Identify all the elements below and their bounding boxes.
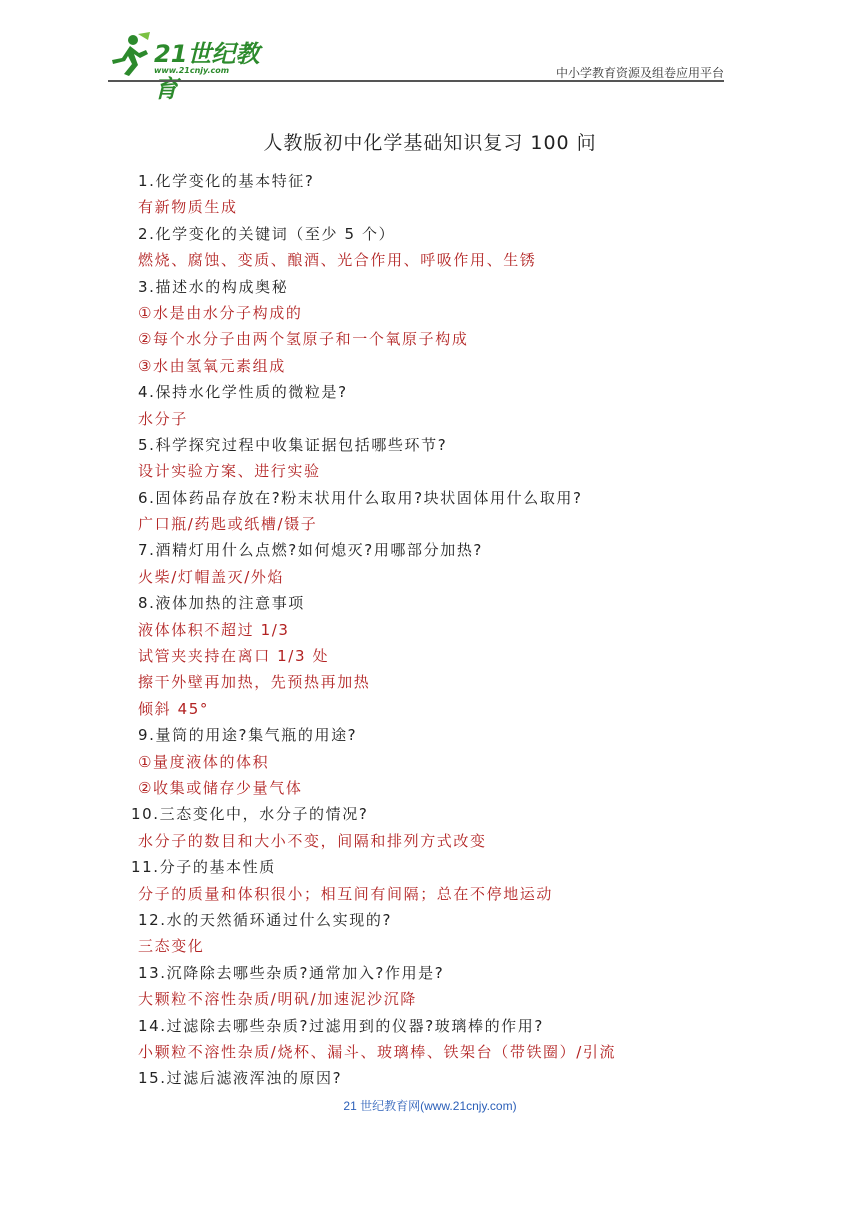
- header-divider: [108, 80, 724, 82]
- question-line: 7.酒精灯用什么点燃?如何熄灭?用哪部分加热?: [138, 541, 483, 560]
- question-line: 8.液体加热的注意事项: [138, 594, 305, 613]
- question-line: 11.分子的基本性质: [131, 858, 276, 877]
- question-line: 15.过滤后滤液浑浊的原因?: [138, 1069, 343, 1088]
- question-line: 1.化学变化的基本特征?: [138, 172, 315, 190]
- answer-line: 分子的质量和体积很小；相互间有间隔；总在不停地运动: [138, 884, 554, 903]
- answer-line: ①量度液体的体积: [138, 752, 270, 771]
- answer-line: 倾斜 45°: [138, 699, 209, 718]
- answer-line: 水分子的数目和大小不变，间隔和排列方式改变: [138, 831, 487, 850]
- answer-line: 广口瓶/药匙或纸槽/镊子: [138, 515, 318, 534]
- answer-line: ②收集或储存少量气体: [138, 778, 303, 797]
- answer-line: ③水由氢氧元素组成: [138, 356, 286, 375]
- answer-line: 火柴/灯帽盖灭/外焰: [138, 567, 285, 586]
- logo-text: 21世纪教育: [154, 40, 260, 103]
- answer-line: ①水是由水分子构成的: [138, 303, 303, 322]
- question-line: 5.科学探究过程中收集证据包括哪些环节?: [138, 435, 448, 454]
- answer-line: 液体体积不超过 1/3: [138, 620, 290, 639]
- answer-line: 擦干外壁再加热，先预热再加热: [138, 673, 371, 692]
- question-line: 9.量筒的用途?集气瓶的用途?: [138, 726, 358, 745]
- page-footer[interactable]: 21 世纪教育网(www.21cnjy.com): [343, 1099, 517, 1113]
- answer-line: ②每个水分子由两个氢原子和一个氧原子构成: [138, 330, 469, 349]
- question-line: 3.描述水的构成奥秘: [138, 277, 289, 296]
- question-line: 4.保持水化学性质的微粒是?: [138, 383, 348, 402]
- question-line: 6.固体药品存放在?粉末状用什么取用?块状固体用什么取用?: [138, 488, 583, 507]
- question-line: 12.水的天然循环通过什么实现的?: [138, 910, 393, 929]
- document-title: 人教版初中化学基础知识复习 100 问: [263, 132, 597, 154]
- runner-logo-icon: [108, 32, 152, 78]
- answer-line: 设计实验方案、进行实验: [138, 462, 321, 481]
- answer-line: 小颗粒不溶性杂质/烧杯、漏斗、玻璃棒、铁架台（带铁圈）/引流: [138, 1042, 617, 1061]
- header-tagline: 中小学教育资源及组卷应用平台: [555, 66, 724, 80]
- question-line: 2.化学变化的关键词（至少 5 个）: [138, 224, 396, 243]
- qa-list: [131, 168, 738, 1092]
- question-line: 10.三态变化中，水分子的情况?: [131, 805, 369, 824]
- answer-line: 燃烧、腐蚀、变质、酿酒、光合作用、呼吸作用、生锈: [138, 251, 537, 270]
- answer-line: 三态变化: [138, 937, 205, 956]
- page-header: [108, 30, 724, 103]
- answer-line: 大颗粒不溶性杂质/明矾/加速泥沙沉降: [138, 990, 417, 1009]
- site-logo[interactable]: [108, 30, 278, 103]
- answer-line: 水分子: [138, 409, 188, 428]
- answer-line: 试管夹夹持在离口 1/3 处: [138, 647, 330, 666]
- question-line: 13.沉降除去哪些杂质?通常加入?作用是?: [138, 963, 445, 982]
- answer-line: 有新物质生成: [138, 198, 238, 217]
- question-line: 14.过滤除去哪些杂质?过滤用到的仪器?玻璃棒的作用?: [138, 1016, 544, 1035]
- logo-url: www.21cnjy.com: [154, 66, 230, 75]
